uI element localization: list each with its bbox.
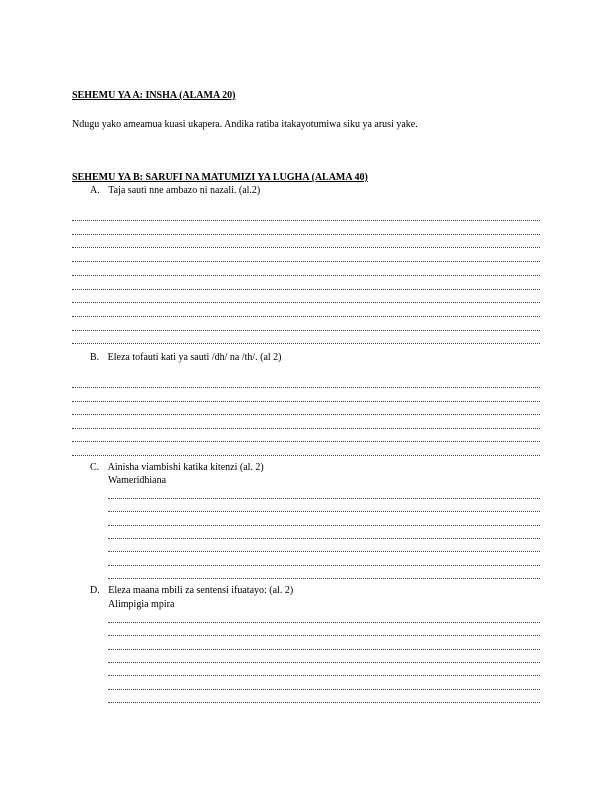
answer-line — [72, 260, 540, 262]
answer-line — [72, 246, 540, 248]
answer-line — [108, 524, 540, 526]
question-a-text: Taja sauti nne ambazo ni nazali. (al.2) — [108, 185, 261, 196]
section-a-instruction: Ndugu yako ameamua kuasi ukapera. Andika ratiba itakayotumiwa siku ya arusi yake. — [72, 119, 418, 130]
answer-line — [108, 564, 540, 566]
question-d-sentence: Alimpigia mpira — [108, 599, 175, 610]
answer-line — [72, 440, 540, 442]
answer-line — [108, 621, 540, 623]
answer-line — [72, 219, 540, 221]
answer-line — [72, 233, 540, 235]
answer-line — [108, 688, 540, 690]
question-b-letter: B. — [90, 352, 100, 363]
question-d — [90, 585, 293, 596]
question-b — [90, 352, 282, 363]
answer-line — [72, 400, 540, 402]
answer-line — [72, 288, 540, 290]
answer-line — [108, 510, 540, 512]
question-d-text: Eleza maana mbili za sentensi ifuatayo: (al. 2) — [108, 585, 294, 596]
answer-line — [72, 274, 540, 276]
answer-line — [72, 386, 540, 388]
answer-line — [72, 342, 540, 344]
answer-line — [72, 301, 540, 303]
answer-line — [108, 497, 540, 499]
question-c — [90, 462, 264, 473]
answer-line — [108, 661, 540, 663]
question-c-text: Ainisha viambishi katika kitenzi (al. 2) — [107, 462, 264, 473]
question-d-letter: D. — [90, 585, 100, 596]
answer-line — [72, 315, 540, 317]
question-c-letter: C. — [90, 462, 100, 473]
answer-line — [72, 413, 540, 415]
question-b-text: Eleza tofauti kati ya sauti /dh/ na /th/. (al 2) — [107, 352, 282, 363]
answer-line — [108, 634, 540, 636]
answer-line — [72, 329, 540, 331]
answer-line — [108, 577, 540, 579]
answer-line — [108, 701, 540, 703]
question-c-word: Wameridhiana — [108, 475, 167, 486]
section-b-heading: SEHEMU YA B: SARUFI NA MATUMIZI YA LUGHA (ALAMA 40) — [72, 172, 368, 183]
answer-line — [108, 537, 540, 539]
section-a-heading: SEHEMU YA A: INSHA (ALAMA 20) — [72, 90, 236, 101]
question-a-letter: A. — [90, 185, 100, 196]
answer-line — [108, 648, 540, 650]
answer-line — [72, 454, 540, 456]
answer-line — [108, 550, 540, 552]
answer-line — [108, 674, 540, 676]
question-a — [90, 185, 260, 196]
answer-line — [72, 427, 540, 429]
